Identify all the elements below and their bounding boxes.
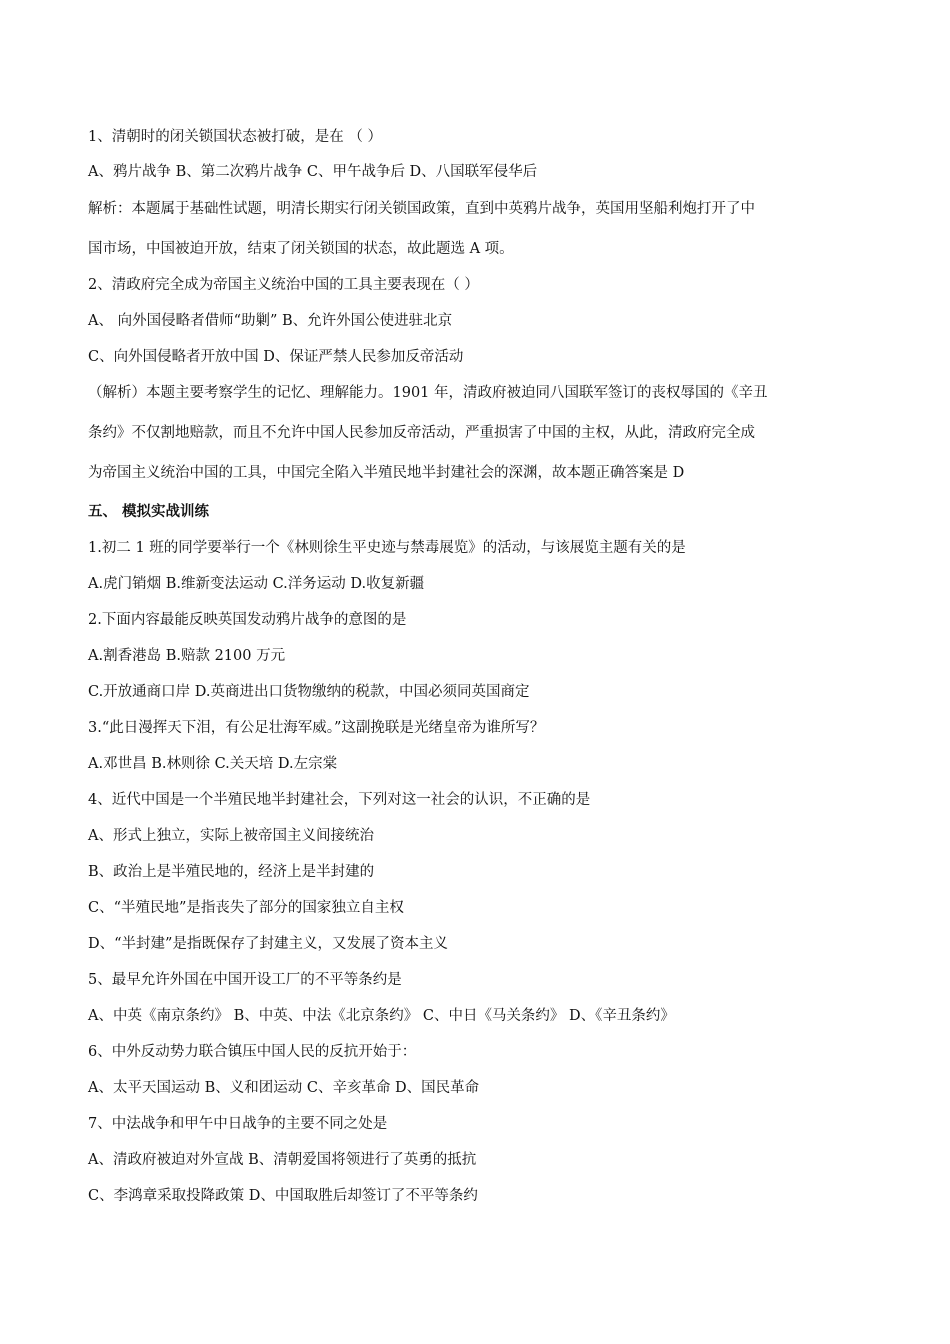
practice-question-7-options-ab: A、清政府被迫对外宣战 B、清朝爱国将领进行了英勇的抵抗 [88,1152,477,1168]
question-2-options-ab: A、 向外国侵略者借师“助剿” B、允许外国公使进驻北京 [88,313,453,329]
practice-question-4-option-a: A、形式上独立，实际上被帝国主义间接统治 [88,828,374,844]
question-2-analysis-line-3: 为帝国主义统治中国的工具，中国完全陷入半殖民地半封建社会的深渊，故本题正确答案是 D [88,465,685,481]
question-1-analysis-line-2: 国市场，中国被迫开放，结束了闭关锁国的状态，故此题选 A 项。 [88,241,514,257]
practice-question-4-option-c: C、“半殖民地”是指丧失了部分的国家独立自主权 [88,900,404,916]
practice-question-7: 7、中法战争和甲午中日战争的主要不同之处是 [88,1116,388,1132]
question-1: 1、清朝时的闭关锁国状态被打破，是在 （ ） [88,129,382,145]
section-heading: 五、 模拟实战训练 [88,503,210,520]
question-2-options-cd: C、向外国侵略者开放中国 D、保证严禁人民参加反帝活动 [88,349,464,365]
practice-question-4-option-b: B、政治上是半殖民地的，经济上是半封建的 [88,864,375,880]
question-1-options: A、鸦片战争 B、第二次鸦片战争 C、甲午战争后 D、八国联军侵华后 [88,164,538,180]
practice-question-3-options: A.邓世昌 B.林则徐 C.关天培 D.左宗棠 [88,756,338,772]
practice-question-5: 5、最早允许外国在中国开设工厂的不平等条约是 [88,972,402,988]
practice-question-3: 3.“此日漫挥天下泪，有公足壮海军威。”这副挽联是光绪皇帝为谁所写？ [88,720,545,736]
practice-question-2-options-cd: C.开放通商口岸 D.英商进出口货物缴纳的税款，中国必须同英国商定 [88,684,530,700]
practice-question-2: 2.下面内容最能反映英国发动鸦片战争的意图的是 [88,612,407,628]
practice-question-1-options: A.虎门销烟 B.维新变法运动 C.洋务运动 D.收复新疆 [88,576,425,592]
question-2-analysis-line-2: 条约》不仅割地赔款，而且不允许中国人民参加反帝活动，严重损害了中国的主权，从此，清政府完全成 [88,425,755,441]
practice-question-5-options: A、中英《南京条约》 B、中英、中法《北京条约》 C、中日《马关条约》 D、《辛丑条约》 [88,1008,675,1024]
practice-question-1: 1.初二 1 班的同学要举行一个《林则徐生平史迹与禁毒展览》的活动，与该展览主题有关的是 [88,540,686,556]
question-2: 2、清政府完全成为帝国主义统治中国的工具主要表现在（ ） [88,277,479,293]
practice-question-4-option-d: D、“半封建”是指既保存了封建主义，又发展了资本主义 [88,936,448,952]
practice-question-2-options-ab: A.割香港岛 B.赔款 2100 万元 [88,648,286,664]
question-1-analysis-line-1: 解析：本题属于基础性试题，明清长期实行闭关锁国政策，直到中英鸦片战争，英国用坚船利炮打开了中 [88,201,755,217]
practice-question-4: 4、近代中国是一个半殖民地半封建社会，下列对这一社会的认识，不正确的是 [88,792,591,808]
practice-question-6-options: A、太平天国运动 B、义和团运动 C、辛亥革命 D、国民革命 [88,1080,480,1096]
question-2-analysis-line-1: （解析）本题主要考察学生的记忆、理解能力。1901 年，清政府被迫同八国联军签订的丧权辱国的《辛丑 [88,385,768,401]
practice-question-6: 6、中外反动势力联合镇压中国人民的反抗开始于： [88,1044,417,1060]
practice-question-7-options-cd: C、李鸿章采取投降政策 D、中国取胜后却签订了不平等条约 [88,1188,478,1204]
